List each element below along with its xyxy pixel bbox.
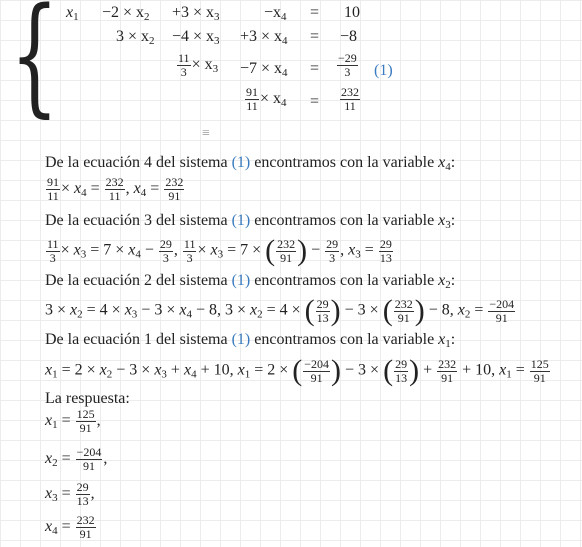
step-2-formula: $3 \times x_2 = 4 \times x_3 - 3 \times x_4 - 8$, $3 \times x_2 = 4$ × ( $\frac{29}{13}$ ) − 3 × ( $\frac{232}{91}$ ) − 8, $x_2$ = $\frac{-204}{91}$ [45,294,515,327]
answer-x2: $x_2$ = $\frac{-204}{91}$ , [45,445,108,473]
equivalence-icon: ≡ [202,126,210,141]
answer-x1: $x_1$ = $\frac{125}{91}$ , [45,407,101,435]
step-4-heading: De la ecuación 4 del sistema (1) encontramos con la variable $x_4$: [45,154,456,173]
step-2-heading: De la ecuación 2 del sistema (1) encontramos con la variable $x_2$: [45,272,456,291]
step-1-heading: De la ecuación 1 del sistema (1) encontramos con la variable $x_1$: [45,331,456,350]
ref-link[interactable]: (1) [231,154,251,171]
step-3-formula: $\frac{11}{3}$ × $x_3 = 7 \times x_4$ − $\frac{29}{3}$ , $\frac{11}{3}$ × $x_3 = 7$ × ( $\frac{232}{91}$ ) − $\frac{29}{3}$ , $x_3$ = $\frac{29}{13}$ [47,234,392,267]
step-3-heading: De la ecuación 3 del sistema (1) encontramos con la variable $x_3$: [45,212,456,231]
step-4-formula: $\frac{91}{11}$ × $x_4$ = $\frac{232}{11}$ , $x_4$ = $\frac{232}{91}$ [47,175,184,203]
equation-ref[interactable]: (1) [374,62,393,79]
step-1-formula: $x_1 = 2 \times x_2 - 3 \times x_3 + x_4 + 10$, $x_1 = 2$ × ( $\frac{-204}{91}$ ) − 3 × ( $\frac{29}{13}$ ) + $\frac{232}{91}$ + 10, $x_1$ = $\frac{125}{91}$ [45,354,549,387]
answer-heading: La respuesta: [45,390,130,407]
answer-x4: $x_4$ = $\frac{232}{91}$ [45,513,95,541]
ref-link[interactable]: (1) [231,212,251,229]
answer-x3: $x_3$ = $\frac{29}{13}$ , [45,480,95,508]
ref-link[interactable]: (1) [231,272,251,289]
system-brace: { [10,0,59,130]
ref-link[interactable]: (1) [231,331,251,348]
